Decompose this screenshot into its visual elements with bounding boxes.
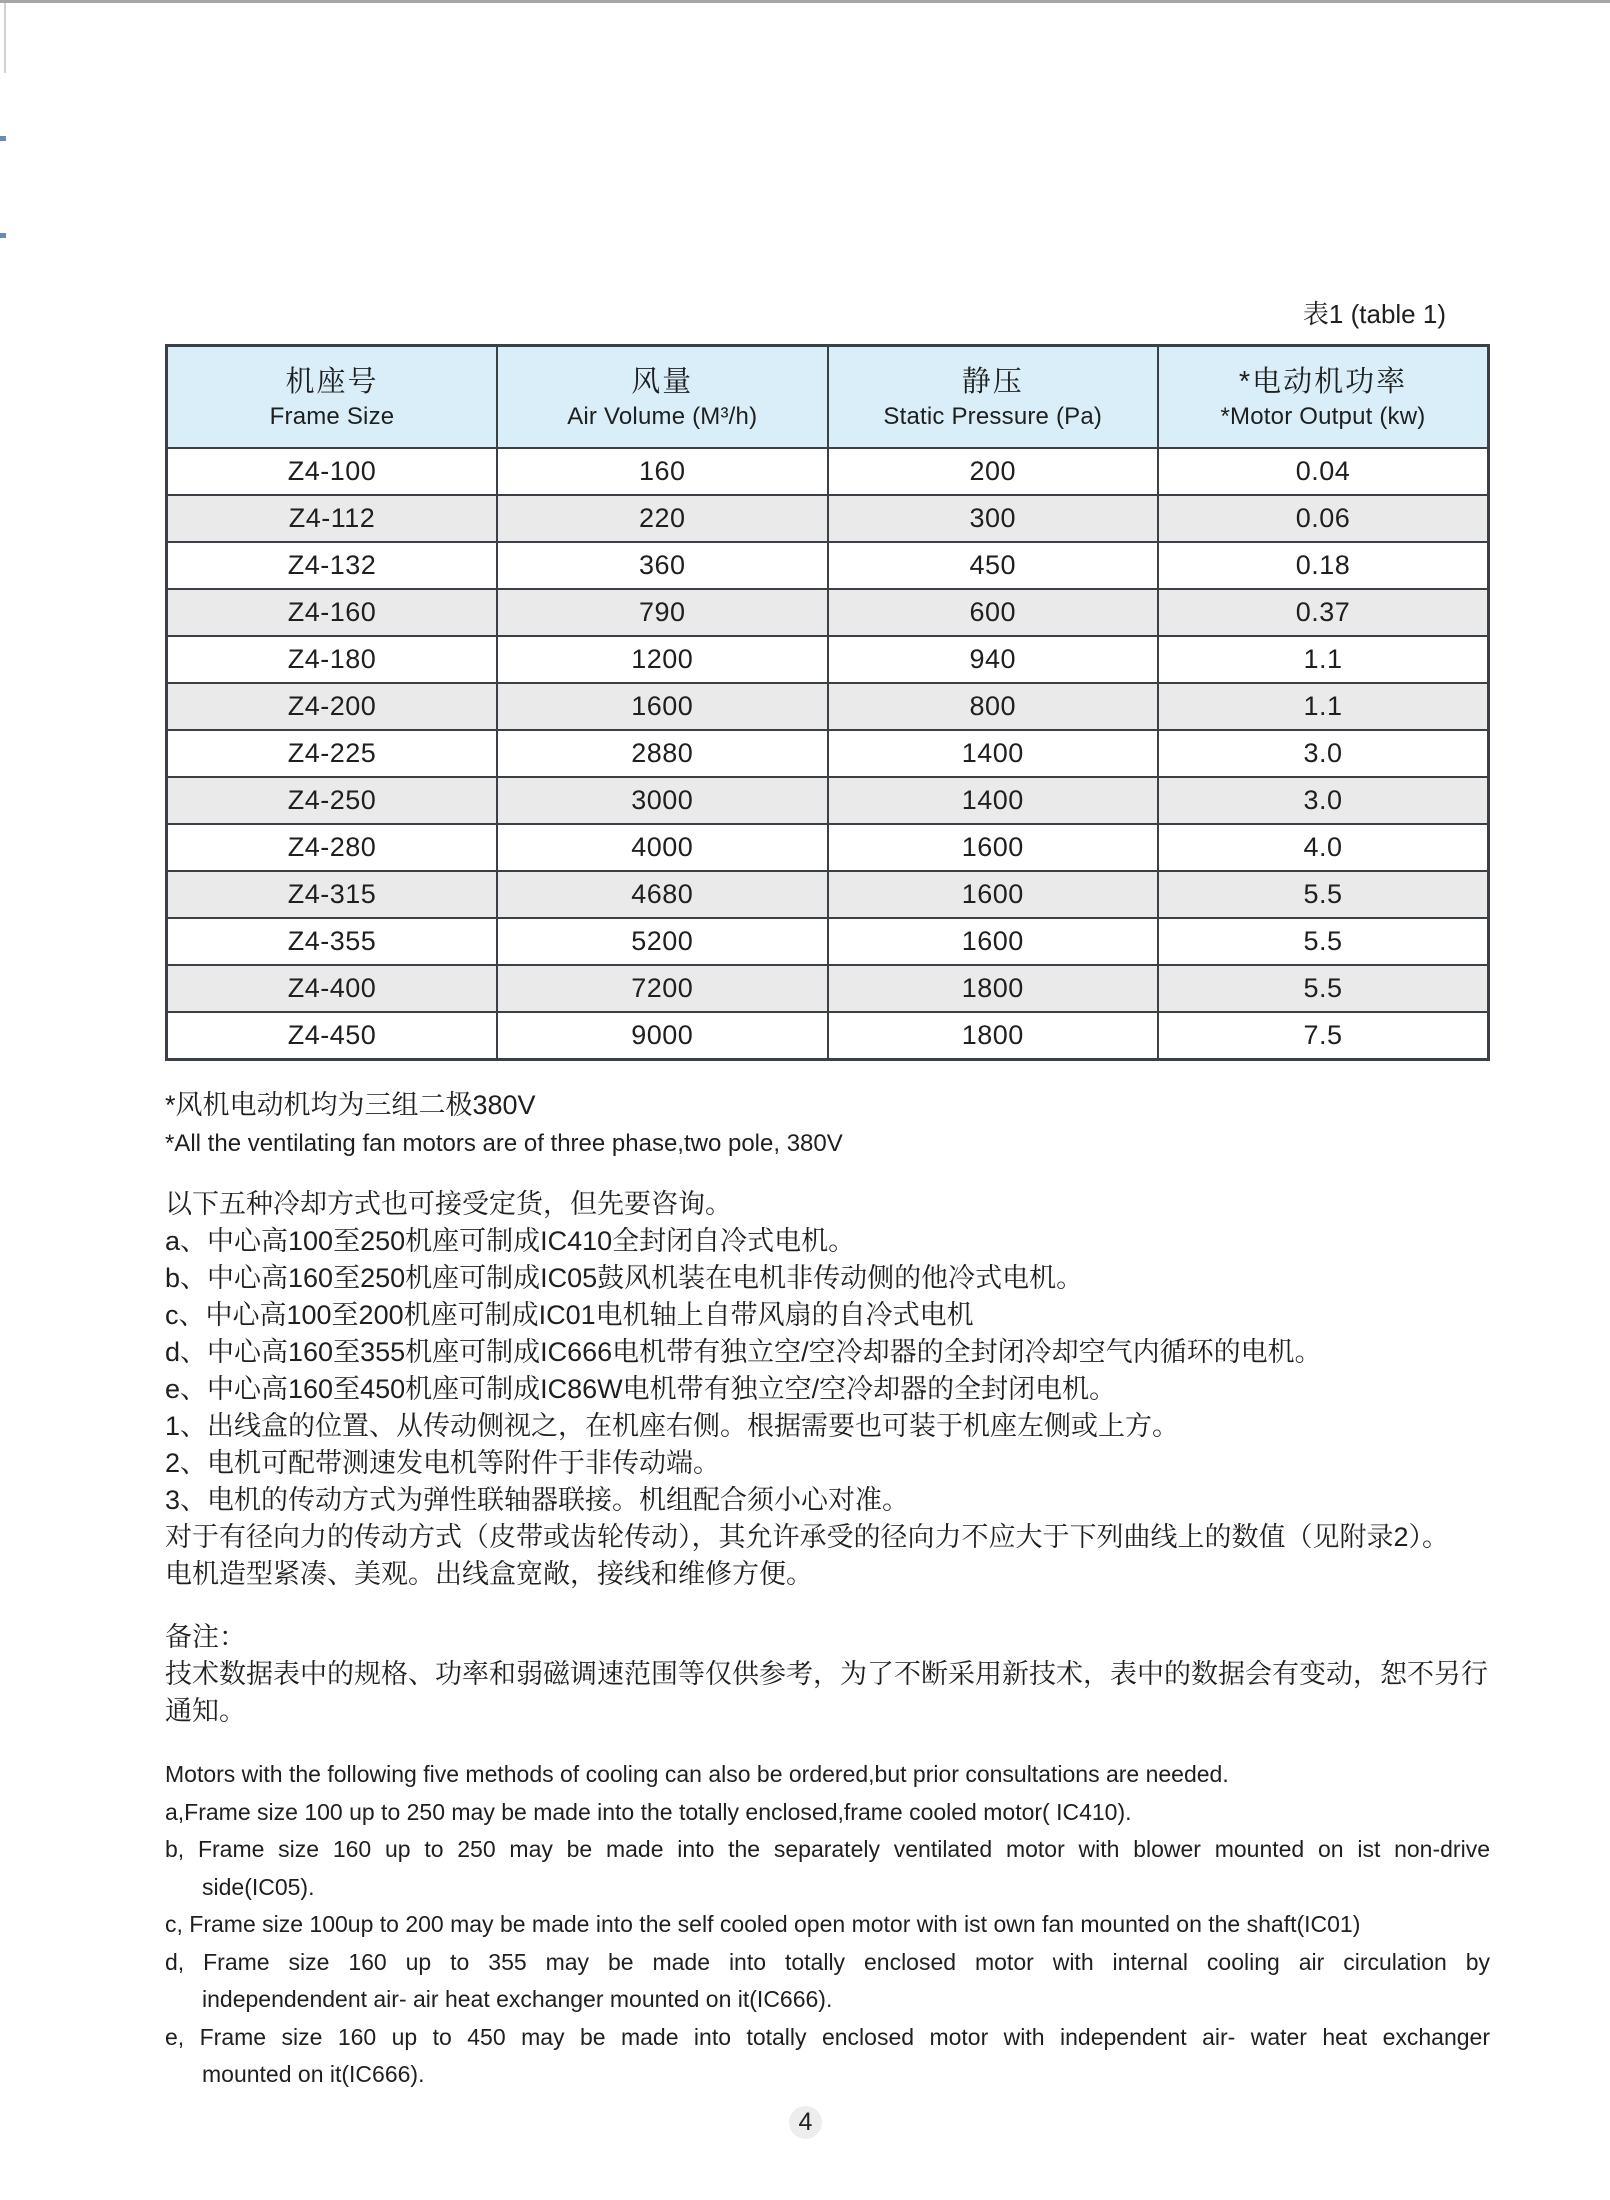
- spec-table-body: [167, 448, 1489, 1060]
- table-row: [167, 918, 1489, 965]
- static-pressure-cell: 1600: [828, 824, 1159, 871]
- scan-tick-mark: [0, 233, 6, 238]
- frame-size-cell: Z4-132: [167, 542, 498, 589]
- motor-output-cell: 3.0: [1158, 730, 1489, 777]
- frame-size-cell: Z4-315: [167, 871, 498, 918]
- static-pressure-cell: 450: [828, 542, 1159, 589]
- frame-size-cell: Z4-160: [167, 589, 498, 636]
- header-frame-size: [167, 346, 498, 449]
- frame-size-cell: Z4-280: [167, 824, 498, 871]
- header-air-volume-cn: 风量: [631, 366, 694, 398]
- motor-output-cell: 3.0: [1158, 777, 1489, 824]
- page-number-badge: 4: [789, 2106, 822, 2139]
- remark-title: 备注：: [165, 1622, 246, 1652]
- table-row: [167, 965, 1489, 1012]
- voltage-note: [165, 1087, 1490, 1164]
- header-static-pressure-en: Static Pressure (Pa): [883, 403, 1103, 430]
- static-pressure-cell: 1400: [828, 730, 1159, 777]
- table-row: [167, 636, 1489, 683]
- static-pressure-cell: 600: [828, 589, 1159, 636]
- note-line-en: d, Frame size 160 up to 355 may be made into totally enclosed motor with internal cooling air circulation by: [165, 1948, 1490, 1975]
- header-static-pressure: [828, 346, 1159, 449]
- note-line-cn: a、中心高100至250机座可制成IC410全封闭自冷式电机。: [165, 1226, 856, 1256]
- air-volume-cell: 1200: [497, 636, 828, 683]
- note-line-en: independendent air- air heat exchanger mounted on it(IC666).: [202, 1986, 833, 2012]
- table-row: [167, 1012, 1489, 1060]
- note-line-cn: 2、电机可配带测速发电机等附件于非传动端。: [165, 1448, 721, 1478]
- static-pressure-cell: 200: [828, 448, 1159, 495]
- cooling-notes-cn: [165, 1186, 1490, 1593]
- static-pressure-cell: 1800: [828, 965, 1159, 1012]
- motor-output-cell: 1.1: [1158, 683, 1489, 730]
- header-static-pressure-cn: 静压: [961, 366, 1024, 398]
- motor-output-cell: 5.5: [1158, 871, 1489, 918]
- motor-output-cell: 1.1: [1158, 636, 1489, 683]
- table-row: [167, 589, 1489, 636]
- static-pressure-cell: 1600: [828, 918, 1159, 965]
- table-row: [167, 824, 1489, 871]
- table-row: [167, 542, 1489, 589]
- static-pressure-cell: 300: [828, 495, 1159, 542]
- note-line-cn: e、中心高160至450机座可制成IC86W电机带有独立空/空冷却器的全封闭电机。: [165, 1374, 1117, 1404]
- air-volume-cell: 9000: [497, 1012, 828, 1060]
- motor-output-cell: 0.18: [1158, 542, 1489, 589]
- table-row: [167, 683, 1489, 730]
- note-line-cn: 3、电机的传动方式为弹性联轴器联接。机组配合须小心对准。: [165, 1485, 910, 1515]
- note-line-en: e, Frame size 160 up to 450 may be made into totally enclosed motor with independent air- water heat exchanger: [165, 2023, 1490, 2050]
- scan-tick-mark: [0, 136, 6, 141]
- header-frame-size-en: Frame Size: [269, 403, 395, 430]
- motor-output-cell: 0.37: [1158, 589, 1489, 636]
- header-frame-size-cn: 机座号: [285, 366, 379, 398]
- motor-output-cell: 0.06: [1158, 495, 1489, 542]
- motor-output-cell: 7.5: [1158, 1012, 1489, 1060]
- frame-size-cell: Z4-200: [167, 683, 498, 730]
- header-row: [167, 346, 1489, 449]
- spec-table: [165, 344, 1490, 1061]
- note-line-cn: d、中心高160至355机座可制成IC666电机带有独立空/空冷却器的全封闭冷却空气内循环的电机。: [165, 1337, 1322, 1367]
- frame-size-cell: Z4-355: [167, 918, 498, 965]
- static-pressure-cell: 1800: [828, 1012, 1159, 1060]
- scan-edge-left: [4, 3, 6, 73]
- note-line-cn: 以下五种冷却方式也可接受定货，但先要咨询。: [165, 1189, 732, 1219]
- air-volume-cell: 1600: [497, 683, 828, 730]
- frame-size-cell: Z4-100: [167, 448, 498, 495]
- motor-output-cell: 5.5: [1158, 965, 1489, 1012]
- page-content: [165, 296, 1490, 2094]
- air-volume-cell: 360: [497, 542, 828, 589]
- static-pressure-cell: 1600: [828, 871, 1159, 918]
- note-line-cn: 对于有径向力的传动方式（皮带或齿轮传动），其允许承受的径向力不应大于下列曲线上的数值（见附录2）。: [165, 1522, 1450, 1552]
- air-volume-cell: 790: [497, 589, 828, 636]
- table-caption: 表1 (table 1): [1302, 299, 1446, 329]
- note-line-en: Motors with the following five methods of cooling can also be ordered,but prior consultations are needed.: [165, 1761, 1229, 1787]
- cooling-notes-en: [165, 1756, 1490, 2094]
- voltage-note-en: *All the ventilating fan motors are of three phase,two pole, 380V: [165, 1130, 843, 1157]
- voltage-note-cn: *风机电动机均为三组二极380V: [165, 1090, 536, 1120]
- motor-output-cell: 0.04: [1158, 448, 1489, 495]
- table-row: [167, 448, 1489, 495]
- scan-edge-top: [0, 0, 1610, 3]
- note-line-cn: b、中心高160至250机座可制成IC05鼓风机装在电机非传动侧的他冷式电机。: [165, 1263, 1084, 1293]
- table-row: [167, 777, 1489, 824]
- header-air-volume: [497, 346, 828, 449]
- air-volume-cell: 4000: [497, 824, 828, 871]
- header-motor-output-en: *Motor Output (kw): [1220, 403, 1426, 430]
- note-line-cn: 1、出线盒的位置、从传动侧视之，在机座右侧。根据需要也可装于机座左侧或上方。: [165, 1411, 1180, 1441]
- header-motor-output-cn: *电动机功率: [1238, 366, 1408, 398]
- air-volume-cell: 4680: [497, 871, 828, 918]
- air-volume-cell: 7200: [497, 965, 828, 1012]
- note-line-cn: 电机造型紧凑、美观。出线盒宽敞，接线和维修方便。: [165, 1559, 813, 1589]
- air-volume-cell: 3000: [497, 777, 828, 824]
- static-pressure-cell: 1400: [828, 777, 1159, 824]
- header-motor-output: [1158, 346, 1489, 449]
- spec-table-head: [167, 346, 1489, 449]
- table-row: [167, 495, 1489, 542]
- note-line-cn: c、中心高100至200机座可制成IC01电机轴上自带风扇的自冷式电机: [165, 1300, 974, 1330]
- note-line-en: mounted on it(IC666).: [202, 2061, 425, 2087]
- frame-size-cell: Z4-450: [167, 1012, 498, 1060]
- static-pressure-cell: 800: [828, 683, 1159, 730]
- air-volume-cell: 160: [497, 448, 828, 495]
- table-row: [167, 730, 1489, 777]
- motor-output-cell: 5.5: [1158, 918, 1489, 965]
- note-line-en: a,Frame size 100 up to 250 may be made into the totally enclosed,frame cooled motor( IC410).: [165, 1798, 1132, 1825]
- note-line-en: b, Frame size 160 up to 250 may be made into the separately ventilated motor with blower mounted on ist non-drive: [165, 1836, 1490, 1862]
- air-volume-cell: 220: [497, 495, 828, 542]
- note-line-en: c, Frame size 100up to 200 may be made into the self cooled open motor with ist own fan mounted on the shaft(IC01): [165, 1911, 1361, 1937]
- air-volume-cell: 5200: [497, 918, 828, 965]
- remark-line: 技术数据表中的规格、功率和弱磁调速范围等仅供参考，为了不断采用新技术，表中的数据会有变动，恕不另行: [165, 1659, 1488, 1689]
- table-row: [167, 871, 1489, 918]
- frame-size-cell: Z4-180: [167, 636, 498, 683]
- frame-size-cell: Z4-225: [167, 730, 498, 777]
- frame-size-cell: Z4-250: [167, 777, 498, 824]
- frame-size-cell: Z4-112: [167, 495, 498, 542]
- static-pressure-cell: 940: [828, 636, 1159, 683]
- motor-output-cell: 4.0: [1158, 824, 1489, 871]
- remark-line: 通知。: [165, 1696, 246, 1726]
- frame-size-cell: Z4-400: [167, 965, 498, 1012]
- header-air-volume-en: Air Volume (M³/h): [567, 403, 758, 430]
- note-line-en: side(IC05).: [202, 1873, 315, 1900]
- air-volume-cell: 2880: [497, 730, 828, 777]
- remark-block: [165, 1619, 1490, 1730]
